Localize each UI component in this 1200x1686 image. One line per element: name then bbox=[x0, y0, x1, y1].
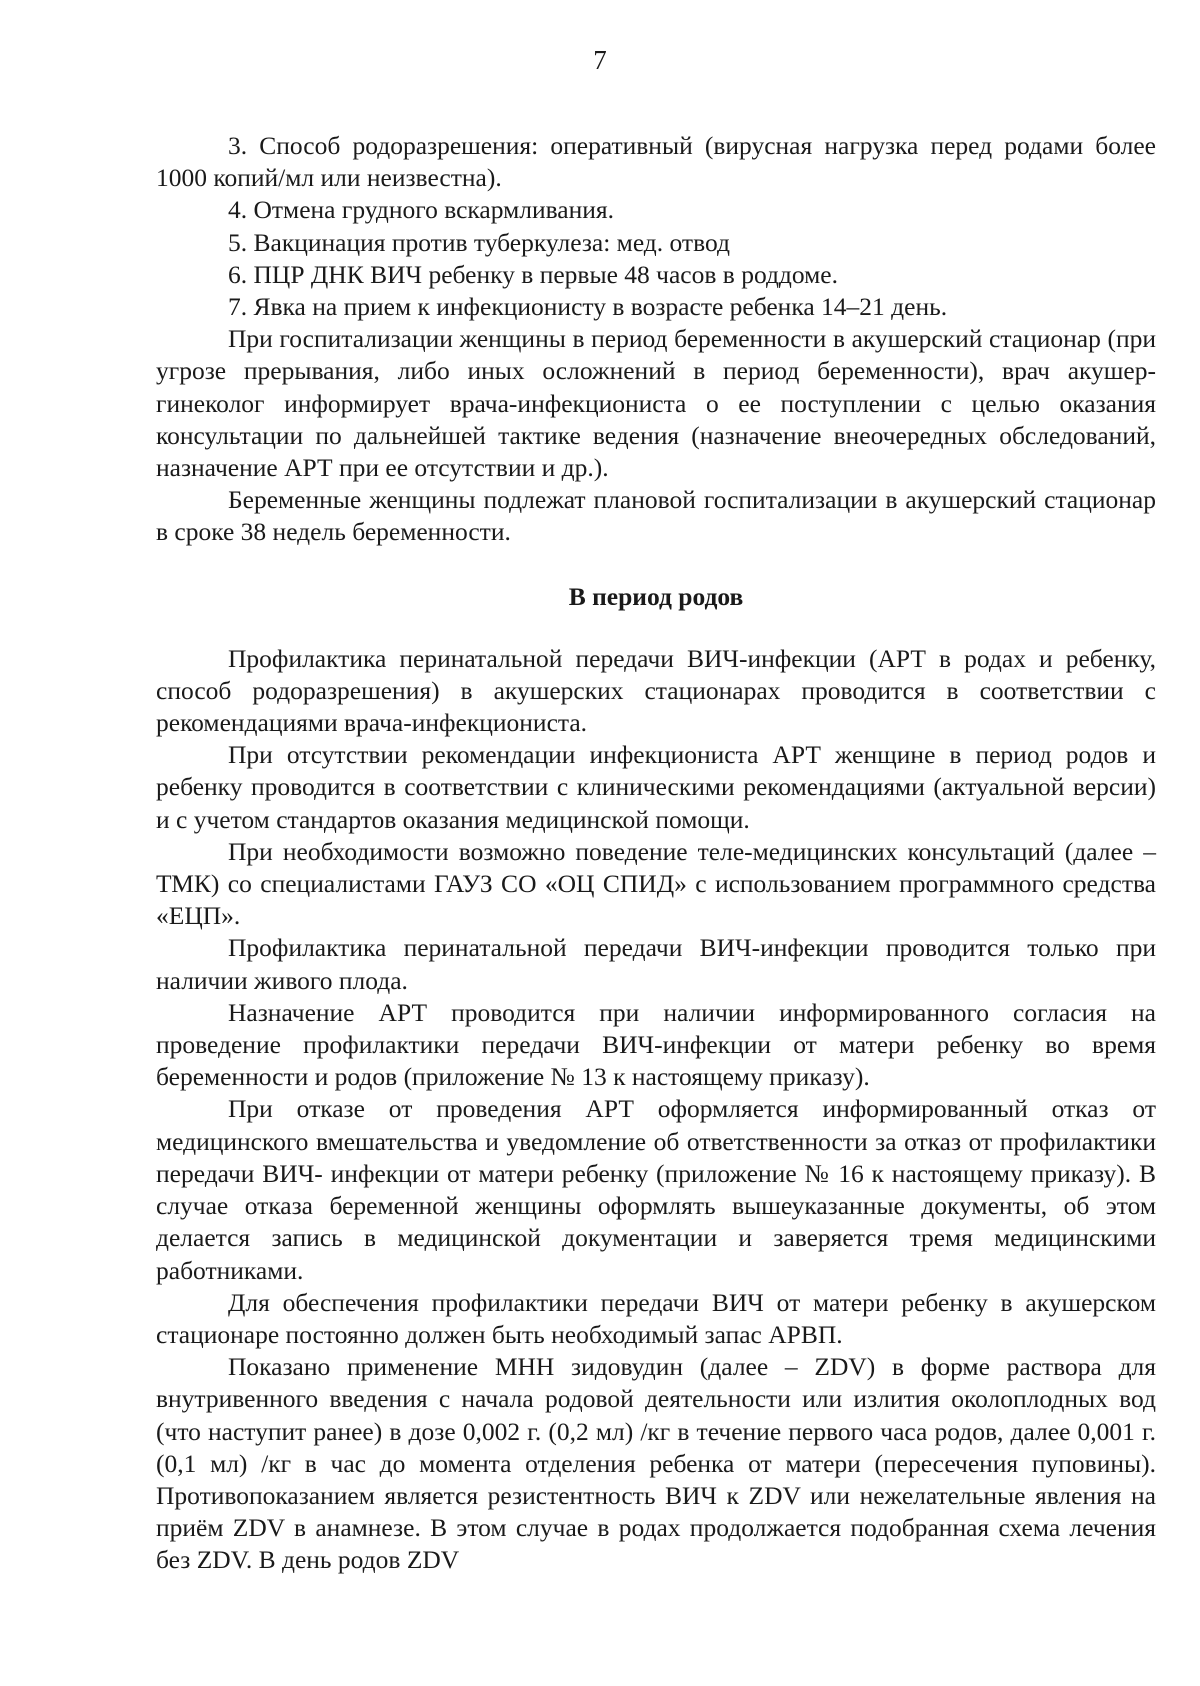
paragraph-arv-stock: Для обеспечения профилактики передачи ВИЧ от матери ребенку в акушерском стационаре постоянно должен быть необходимый запас АРВП. bbox=[156, 1287, 1156, 1349]
paragraph-no-recommendation: При отсутствии рекомендации инфекциониста АРТ женщине в период родов и ребенку проводится в соответствии с клиническими рекомендациями (актуальной версии) и с учетом стандартов оказания медицинской помощи. bbox=[156, 740, 1156, 834]
document-body bbox=[156, 130, 1156, 1577]
paragraph-live-fetus: Профилактика перинатальной передачи ВИЧ-инфекции проводится только при наличии живого плода. bbox=[156, 933, 1156, 995]
page-number: 7 bbox=[593, 45, 607, 75]
list-item-3: 3. Способ родоразрешения: оперативный (вирусная нагрузка перед родами более 1000 копий/мл или неизвестна). bbox=[156, 131, 1156, 193]
section-heading: В период родов bbox=[568, 581, 744, 611]
list-item-5: 5. Вакцинация против туберкулеза: мед. отвод bbox=[228, 227, 730, 257]
paragraph-telemedicine: При необходимости возможно поведение теле-медицинских консультаций (далее – ТМК) со специалистами ГАУЗ СО «ОЦ СПИД» с использованием программного средства «ЕЦП». bbox=[156, 836, 1156, 931]
list-item-4: 4. Отмена грудного вскармливания. bbox=[228, 195, 615, 225]
paragraph-zidovudine: Показано применение МНН зидовудин (далее – ZDV) в форме раствора для внутривенного введения с начала родовой деятельности или излития околоплодных вод (что наступит ранее) в дозе 0,002 г. (0,2 мл) /кг в течение первого часа родов, далее 0,001 г. (0,1 мл) /кг в час до момента отделения ребенка от матери (пересечения пуповины). Противопоказанием является резистентность ВИЧ к ZDV или нежелательные явления на приём ZDV в анамнезе. В этом случае в родах продолжается подобранная схема лечения без ZDV. В день родов ZDV bbox=[156, 1352, 1156, 1575]
paragraph-informed-consent: Назначение АРТ проводится при наличии информированного согласия на проведение профилактики передачи ВИЧ-инфекции от матери ребенку во время беременности и родов (приложение № 13 к настоящему приказу). bbox=[156, 997, 1156, 1092]
list-item-6: 6. ПЦР ДНК ВИЧ ребенку в первые 48 часов в роддоме. bbox=[228, 259, 838, 289]
list-item-7: 7. Явка на прием к инфекционисту в возрасте ребенка 14–21 день. bbox=[228, 292, 948, 322]
paragraph-refusal: При отказе от проведения АРТ оформляется информированный отказ от медицинского вмешательства и уведомление об ответственности за отказ от профилактики передачи ВИЧ- инфекции от матери ребенку (приложение № 16 к настоящему приказу). В случае отказа беременной женщины оформлять вышеуказанные документы, об этом делается запись в медицинской документации и заверяется тремя медицинскими работниками. bbox=[156, 1094, 1156, 1285]
paragraph-planned-hospitalization: Беременные женщины подлежат плановой госпитализации в акушерский стационар в сроке 38 недель беременности. bbox=[156, 485, 1156, 547]
paragraph-hospitalization: При госпитализации женщины в период беременности в акушерский стационар (при угрозе прерывания, либо иных осложнений в период беременности), врач акушер-гинеколог информирует врача-инфекциониста о ее поступлении с целью оказания консультации по дальнейшей тактике ведения (назначение внеочередных обследований, назначение АРТ при ее отсутствии и др.). bbox=[156, 324, 1156, 483]
paragraph-perinatal-prophylaxis: Профилактика перинатальной передачи ВИЧ-инфекции (АРТ в родах и ребенку, способ родоразрешения) в акушерских стационарах проводится в соответствии с рекомендациями врача-инфекциониста. bbox=[156, 643, 1156, 738]
